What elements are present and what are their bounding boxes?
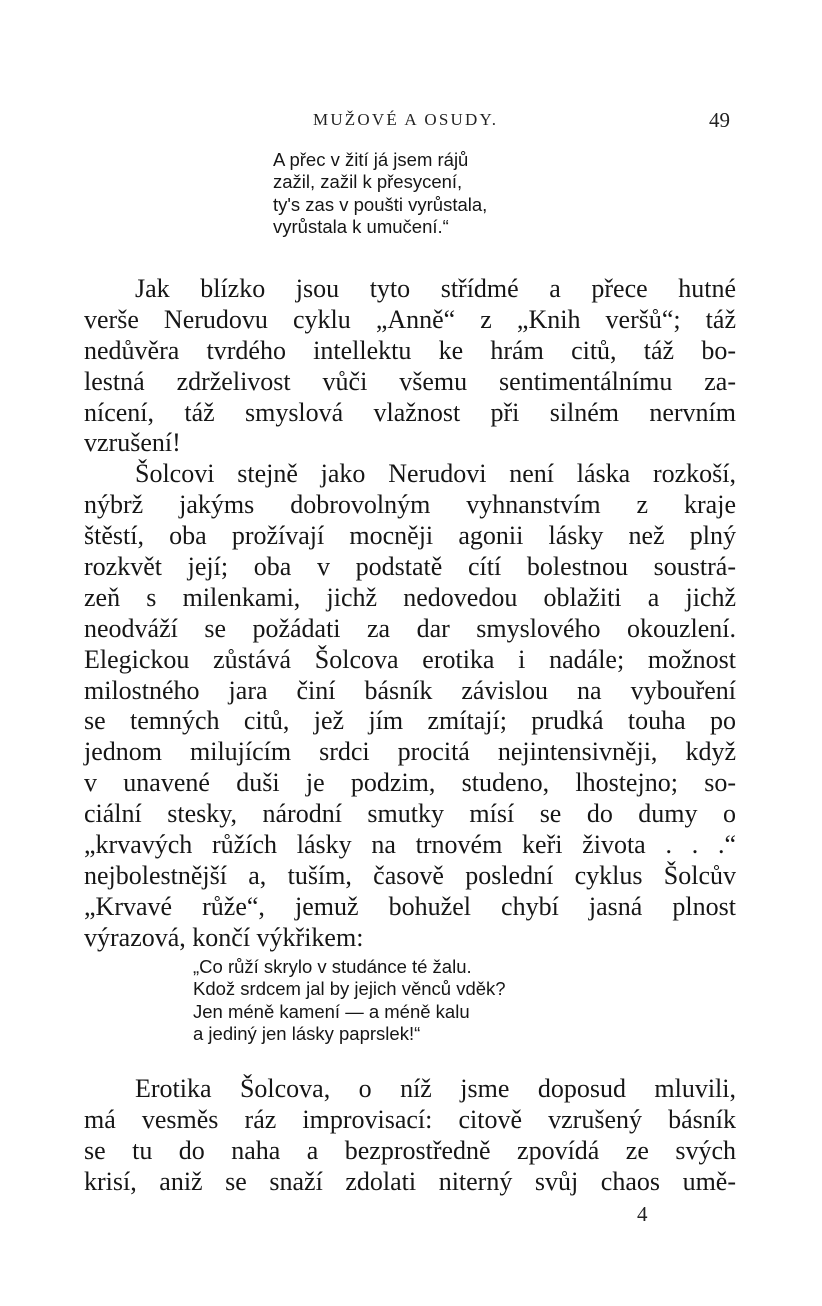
text-line: nícení, táž smyslová vlažnost při silném nervním xyxy=(84,397,736,427)
text-line: nýbrž jakýms dobrovolným vyhnanstvím z kraje xyxy=(84,490,736,520)
text-line: lestná zdrželivost vůči všemu sentimentálnímu za- xyxy=(84,366,736,396)
prose-block-2 xyxy=(84,1074,736,1198)
text-line: Erotika Šolcova, o níž jsme doposud mluvili, xyxy=(135,1074,736,1103)
text-line: vzrušení! xyxy=(84,428,181,458)
text-line: Šolcovi stejně jako Nerudovi není láska rozkoší, xyxy=(135,459,736,489)
signature-mark: 4 xyxy=(637,1202,648,1226)
text-line: verše Nerudovu cyklu „Anně“ z „Knih veršů“; táž xyxy=(84,304,736,334)
verse-line: A přec v žití já jsem rájů xyxy=(273,149,469,170)
text-line: se tu do naha a bezprostředně zpovídá ze svých xyxy=(84,1135,736,1165)
verse-line: vyrůstala k umučení.“ xyxy=(273,216,449,238)
text-line: výrazová, končí výkřikem: xyxy=(84,922,364,952)
page-number: 49 xyxy=(709,108,730,132)
verse-line: zažil, zažil k přesycení, xyxy=(273,171,463,193)
text-line: Elegickou zůstává Šolcova erotika i nadále; možnost xyxy=(84,644,736,674)
text-line: Jak blízko jsou tyto střídmé a přece hutné xyxy=(135,274,736,303)
text-line: nejbolestnější a, tuším, časově poslední cyklus Šolcův xyxy=(84,860,736,890)
text-line: jednom milujícím srdci procitá nejintensivněji, když xyxy=(84,737,736,767)
verse-line: Kdož srdcem jal by jejich věnců vděk? xyxy=(193,978,506,1000)
text-line: neodváží se požádati za dar smyslového okouzlení. xyxy=(84,613,736,643)
verse-line: ty's zas v poušti vyrůstala, xyxy=(273,193,488,215)
verse-line: a jediný jen lásky paprslek!“ xyxy=(193,1023,421,1045)
text-line: štěstí, oba prožívají mocněji agonii lásky než plný xyxy=(84,521,736,551)
running-head: MUŽOVÉ A OSUDY. xyxy=(313,110,499,129)
text-line: krisí, aniž se snaží zdolati niterný svůj chaos umě- xyxy=(84,1166,736,1196)
text-line: se temných citů, jež jím zmítají; prudká touha po xyxy=(84,706,736,736)
verse-quote-1 xyxy=(273,149,487,239)
text-line: v unavené duši je podzim, studeno, lhostejno; so- xyxy=(84,768,736,798)
text-line: „Krvavé růže“, jemuž bohužel chybí jasná plnost xyxy=(84,891,736,921)
prose-block-1 xyxy=(84,274,736,954)
text-line: má vesměs ráz improvisací: citově vzrušený básník xyxy=(84,1104,736,1134)
text-line: ciální stesky, národní smutky mísí se do dumy o xyxy=(84,799,736,829)
page-header xyxy=(0,108,822,138)
verse-quote-2 xyxy=(193,956,506,1046)
text-line: rozkvět její; oba v podstatě cítí bolestnou soustrá- xyxy=(84,552,736,582)
text-line: „krvavých růžích lásky na trnovém keři života . . .“ xyxy=(84,830,736,860)
text-line: zeň s milenkami, jichž nedovedou oblažiti a jichž xyxy=(84,582,736,612)
text-line: milostného jara činí básník závislou na vybouření xyxy=(84,675,736,705)
verse-line: „Co růží skrylo v studánce té žalu. xyxy=(193,956,472,977)
verse-line: Jen méně kamení — a méně kalu xyxy=(193,1000,470,1022)
text-line: nedůvěra tvrdého intellektu ke hrám citů, táž bo- xyxy=(84,335,736,365)
